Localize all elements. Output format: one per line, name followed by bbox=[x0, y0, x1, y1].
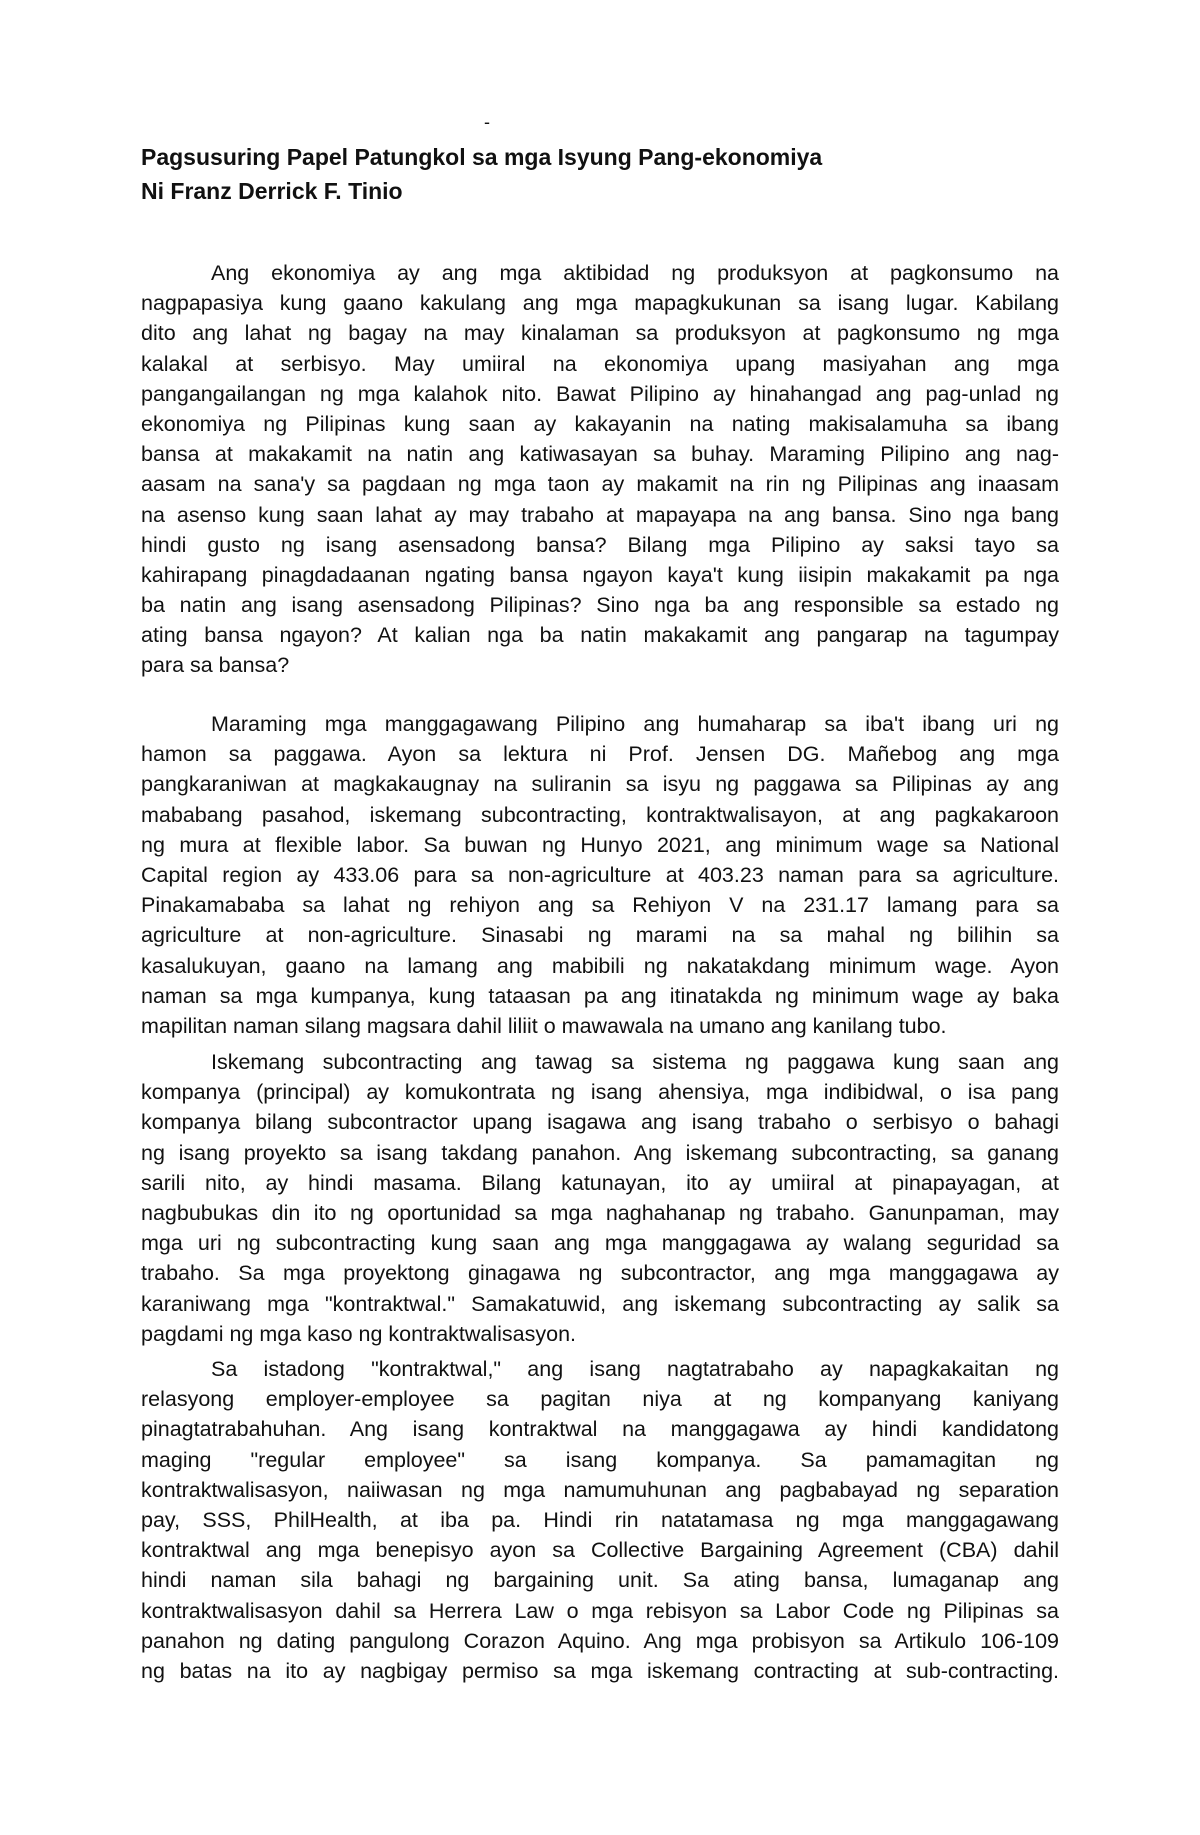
header-mark: - bbox=[484, 112, 490, 132]
paragraph-1 bbox=[141, 258, 1059, 681]
text-line: kasalukuyan, gaano na lamang ang mabibili ng nakatakdang minimum wage. Ayon bbox=[141, 953, 1059, 978]
text-line: Pinakamababa sa lahat ng rehiyon ang sa Rehiyon V na 231.17 lamang para sa bbox=[141, 893, 1059, 918]
text-line: para sa bansa? bbox=[141, 653, 290, 678]
text-line: Ang ekonomiya ay ang mga aktibidad ng produksyon at pagkonsumo na bbox=[211, 261, 1059, 285]
text-line: kontraktwalisasyon dahil sa Herrera Law o mga rebisyon sa Labor Code ng Pilipinas sa bbox=[141, 1598, 1059, 1623]
text-line: nagpapasiya kung gaano kakulang ang mga mapagkukunan sa isang lugar. Kabilang bbox=[141, 291, 1059, 316]
text-line: panahon ng dating pangulong Corazon Aquino. Ang mga probisyon sa Artikulo 106-109 bbox=[141, 1628, 1059, 1653]
text-line: pangangailangan ng mga kalahok nito. Bawat Pilipino ay hinahangad ang pag-unlad ng bbox=[141, 381, 1059, 406]
text-line: maging "regular employee" sa isang kompanya. Sa pamamagitan ng bbox=[141, 1447, 1059, 1472]
text-line: karaniwang mga "kontraktwal." Samakatuwid, ang iskemang subcontracting ay salik sa bbox=[141, 1291, 1059, 1316]
text-line: kompanya (principal) ay komukontrata ng isang ahensiya, mga indibidwal, o isa pang bbox=[141, 1080, 1059, 1105]
text-line: Sa istadong "kontraktwal," ang isang nagtatrabaho ay napagkakaitan ng bbox=[211, 1357, 1059, 1381]
text-line: agriculture at non-agriculture. Sinasabi ng marami na sa mahal ng bilihin sa bbox=[141, 923, 1059, 948]
text-line: ba natin ang isang asensadong Pilipinas? Sino nga ba ang responsible sa estado ng bbox=[141, 593, 1059, 618]
text-line: ng mura at flexible labor. Sa buwan ng Hunyo 2021, ang minimum wage sa National bbox=[141, 832, 1059, 857]
text-line: ating bansa ngayon? At kalian nga ba natin makakamit ang pangarap na tagumpay bbox=[141, 623, 1059, 648]
text-line: naman sa mga kumpanya, kung tataasan pa ang itinatakda ng minimum wage ay baka bbox=[141, 983, 1059, 1008]
text-line: kontraktwal ang mga benepisyo ayon sa Collective Bargaining Agreement (CBA) dahil bbox=[141, 1538, 1059, 1563]
text-line: aasam na sana'y sa pagdaan ng mga taon ay makamit na rin ng Pilipinas ang inaasam bbox=[141, 472, 1059, 497]
text-line: trabaho. Sa mga proyektong ginagawa ng subcontractor, ang mga manggagawa ay bbox=[141, 1261, 1059, 1286]
paragraph-2 bbox=[141, 709, 1059, 1041]
text-line: nagbubukas din ito ng oportunidad sa mga naghahanap ng trabaho. Ganunpaman, may bbox=[141, 1200, 1059, 1225]
text-line: hindi naman sila bahagi ng bargaining unit. Sa ating bansa, lumaganap ang bbox=[141, 1568, 1059, 1593]
text-line: ekonomiya ng Pilipinas kung saan ay kakayanin na nating makisalamuha sa ibang bbox=[141, 411, 1059, 436]
paragraph-3 bbox=[141, 1047, 1059, 1349]
text-line: Iskemang subcontracting ang tawag sa sistema ng paggawa kung saan ang bbox=[211, 1050, 1059, 1074]
text-line: na asenso kung saan lahat ay may trabaho at mapayapa na ang bansa. Sino nga bang bbox=[141, 502, 1059, 527]
text-line: kompanya bilang subcontractor upang isagawa ang isang trabaho o serbisyo o bahagi bbox=[141, 1110, 1059, 1135]
text-line: ng isang proyekto sa isang takdang panahon. Ang iskemang subcontracting, sa ganang bbox=[141, 1140, 1059, 1165]
text-line: hindi gusto ng isang asensadong bansa? Bilang mga Pilipino ay saksi tayo sa bbox=[141, 532, 1059, 557]
text-line: sarili nito, ay hindi masama. Bilang katunayan, ito ay umiiral at pinapayagan, at bbox=[141, 1170, 1059, 1195]
text-line: mga uri ng subcontracting kung saan ang mga manggagawa ay walang seguridad sa bbox=[141, 1231, 1059, 1256]
text-line: pagdami ng mga kaso ng kontraktwalisasyon. bbox=[141, 1321, 577, 1346]
text-line: Capital region ay 433.06 para sa non-agriculture at 403.23 naman para sa agriculture. bbox=[141, 862, 1059, 887]
text-line: mababang pasahod, iskemang subcontracting, kontraktwalisayon, at ang pagkakaroon bbox=[141, 802, 1059, 827]
text-line: hamon sa paggawa. Ayon sa lektura ni Prof. Jensen DG. Mañebog ang mga bbox=[141, 742, 1059, 767]
text-line: pangkaraniwan at magkakaugnay na suliranin sa isyu ng paggawa sa Pilipinas ay ang bbox=[141, 772, 1059, 797]
text-line: ng batas na ito ay nagbigay permiso sa mga iskemang contracting at sub-contracting. bbox=[141, 1658, 1059, 1683]
text-line: relasyong employer-employee sa pagitan niya at ng kompanyang kaniyang bbox=[141, 1387, 1059, 1412]
text-line: kalakal at serbisyo. May umiiral na ekonomiya upang masiyahan ang mga bbox=[141, 351, 1059, 376]
document-title: Pagsusuring Papel Patungkol sa mga Isyung Pang-ekonomiya bbox=[141, 144, 823, 170]
text-line: bansa at makakamit na natin ang katiwasayan sa buhay. Maraming Pilipino ang nag- bbox=[141, 442, 1059, 467]
document-author: Ni Franz Derrick F. Tinio bbox=[141, 178, 403, 204]
paragraph-4 bbox=[141, 1354, 1059, 1686]
text-line: pay, SSS, PhilHealth, at iba pa. Hindi rin natatamasa ng mga manggagawang bbox=[141, 1507, 1059, 1532]
text-line: Maraming mga manggagawang Pilipino ang humaharap sa iba't ibang uri ng bbox=[211, 712, 1059, 736]
text-line: pinagtatrabahuhan. Ang isang kontraktwal na manggagawa ay hindi kandidatong bbox=[141, 1417, 1059, 1442]
text-line: mapilitan naman silang magsara dahil liliit o mawawala na umano ang kanilang tubo. bbox=[141, 1013, 947, 1038]
text-line: kahirapang pinagdadaanan ngating bansa ngayon kaya't kung iisipin makakamit pa nga bbox=[141, 562, 1059, 587]
text-line: dito ang lahat ng bagay na may kinalaman sa produksyon at pagkonsumo ng mga bbox=[141, 321, 1059, 346]
text-line: kontraktwalisasyon, naiiwasan ng mga namumuhunan ang pagbabayad ng separation bbox=[141, 1477, 1059, 1502]
